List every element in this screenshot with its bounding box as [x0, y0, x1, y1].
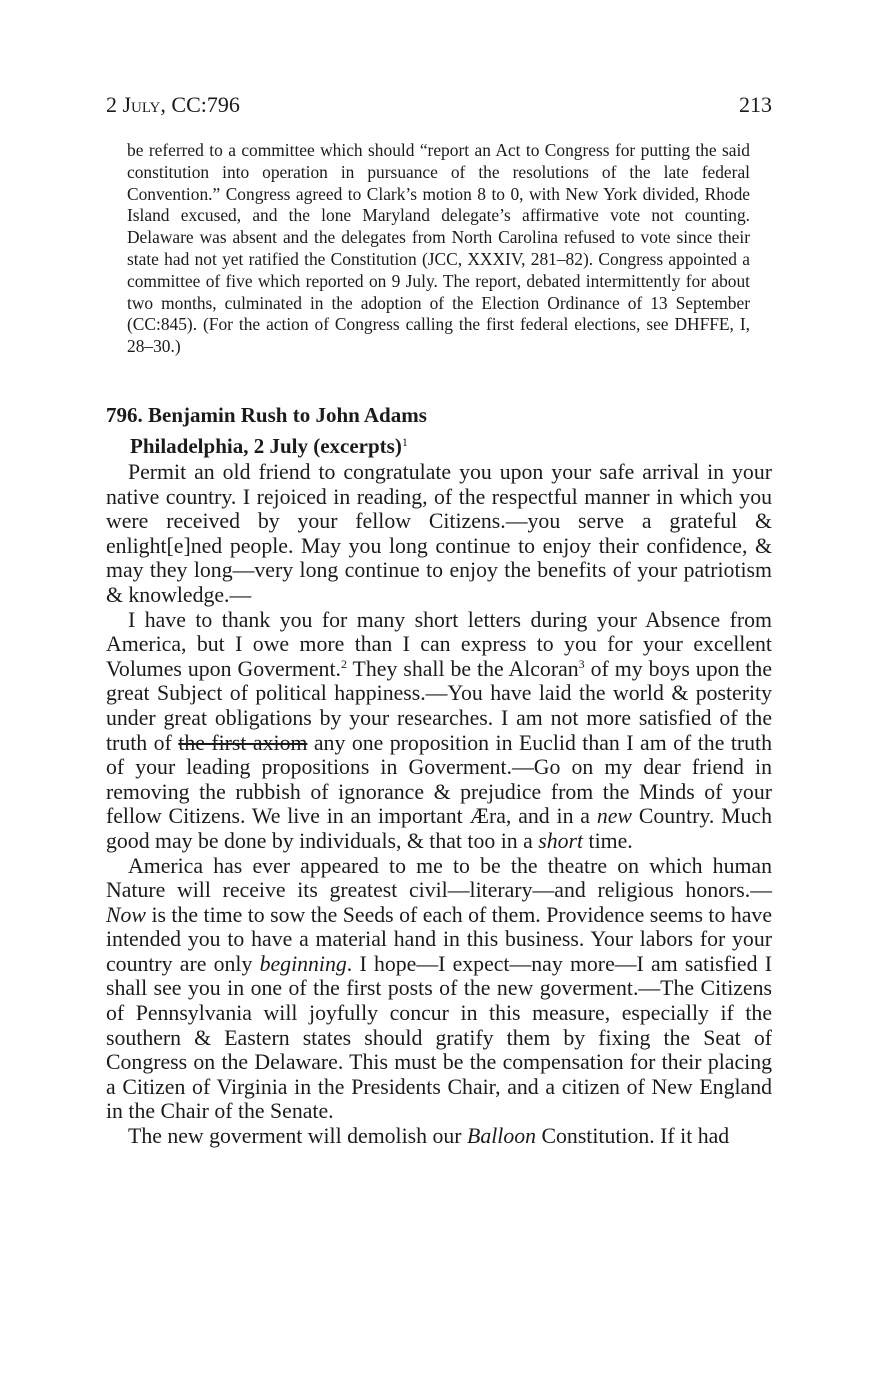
- footnote-ref: 2: [340, 656, 347, 671]
- letter-body: [106, 460, 772, 1149]
- emphasis: short: [538, 828, 584, 853]
- page-number: 213: [739, 92, 772, 117]
- struck-text: the first axiom: [178, 730, 308, 755]
- document-heading: [106, 402, 766, 460]
- paragraph-text: They shall be the Alcoran: [346, 656, 579, 681]
- paragraph-text: time.: [583, 828, 633, 853]
- paragraph-text: is the time to sow the Seeds of each of them. Providence seems to have intended you to have a material hand in this business. Your labors for your country are only: [106, 902, 772, 976]
- paragraph-text: any one proposition in Euclid than I am of the truth of your leading propositions in Goverment.—Go on my dear friend in removing the rubbish of ignorance & prejudice from the Minds of your fellow Citizens. We live in an important Æra, and in a: [106, 730, 772, 829]
- paragraph-text: The new goverment will demolish our: [128, 1124, 467, 1149]
- running-head-date: [106, 90, 240, 120]
- emphasis: new: [596, 804, 632, 829]
- document-heading-place-date-text: Philadelphia, 2 July (excerpts): [130, 434, 402, 458]
- paragraph-text: America has ever appeared to me to be the theatre on which human Nature will receive its greatest civil—literary—and religious honors.—: [106, 853, 772, 903]
- editorial-note: [127, 140, 750, 358]
- running-head-day: 2: [106, 92, 123, 117]
- running-head-ref: , CC:796: [160, 92, 240, 117]
- document-heading-title: 796. Benjamin Rush to John Adams: [106, 403, 427, 427]
- letter-paragraph-4: [106, 1124, 772, 1149]
- paragraph-text: Country. Much good may be done by individuals, & that too in a: [106, 804, 772, 853]
- letter-paragraph-3: [106, 854, 772, 1125]
- footnote-ref: 1: [401, 435, 408, 449]
- footnote-ref: 3: [578, 656, 585, 671]
- paragraph-text: I have to thank you for many short letters during your Absence from America, but I owe more than I can express to you for your excellent Volumes upon Goverment.: [106, 607, 772, 681]
- paragraph-text: Permit an old friend to congratulate you upon your safe arrival in your native country. I rejoiced in reading, of the respectful manner in which you were received by your fellow Citizens.—you serve a grateful & enlight[e]ned people. May you long continue to enjoy their confidence, & may they long—very long continue to enjoy the benefits of your patriotism & knowledge.—: [106, 460, 772, 607]
- emphasis: Now: [106, 902, 146, 927]
- emphasis: Balloon: [467, 1124, 537, 1149]
- paragraph-text: . I hope—I expect—nay more—I am satisfied I shall see you in one of the first posts of the new goverment.—The Citizens of Pennsylvania will joyfully concur in this measure, especially if the southern & Eastern states should gratify them by fixing the Seat of Congress on the Delaware. This must be the compensation for their placing a Citizen of Virginia in the Presidents Chair, and a citizen of New England in the Chair of the Senate.: [106, 951, 772, 1124]
- letter-paragraph-2: [106, 608, 772, 854]
- paragraph-text: of my boys upon the great Subject of political happiness.—You have laid the world & posterity under great obligations by your researches. I am not more satisfied of the truth of: [106, 656, 773, 755]
- paragraph-text: Constitution. If it had: [536, 1124, 730, 1149]
- editorial-note-text: be referred to a committee which should “report an Act to Congress for putting the said constitution into operation in pursuance of the resolutions of the late federal Convention.” Congress agreed to Clark’s motion 8 to 0, with New York divided, Rhode Island excused, and the lone Maryland delegate’s affirmative vote not counting. Delaware was absent and the delegates from North Carolina refused to vote since their state had not yet ratified the Constitution (JCC, XXXIV, 281–82). Congress appointed a committee of five which reported on 9 July. The report, debated intermittently for about two months, culminated in the adoption of the Election Ordinance of 13 September (CC:845). (For the action of Congress calling the first federal elections, see DHFFE, I, 28–30.): [127, 140, 750, 357]
- document-heading-place-date: [106, 429, 766, 460]
- emphasis: beginning: [259, 951, 347, 976]
- letter-paragraph-1: [106, 460, 772, 608]
- running-head-month: July: [122, 92, 161, 117]
- running-head: [106, 90, 772, 120]
